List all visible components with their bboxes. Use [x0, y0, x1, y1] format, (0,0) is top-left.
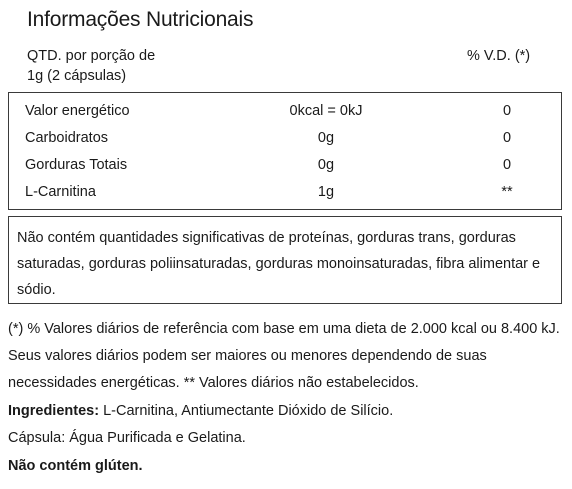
nutrient-name: Gorduras Totais	[25, 157, 128, 173]
nutrient-qty: 0kcal = 0kJ	[289, 103, 363, 119]
nutrition-table	[8, 92, 562, 210]
nutrition-note-box	[8, 216, 562, 304]
nutrient-qty: 1g	[317, 184, 335, 200]
nutrient-vd: 0	[502, 130, 512, 146]
portion-line-2: 1g (2 cápsulas)	[27, 68, 127, 84]
ingredients	[8, 403, 393, 419]
table-row	[9, 155, 561, 175]
nutrient-qty: 0g	[317, 130, 335, 146]
nutrient-name: Valor energético	[25, 103, 130, 119]
nutrient-name: L-Carnitina	[25, 184, 96, 200]
reference-text: (*) % Valores diários de referência com base em uma dieta de 2.000 kcal ou 8.400 kJ. Seus valores diários podem ser maiores ou menores dependendo de suas necessidades energéticas. ** Valores diários não estabelecidos.	[8, 321, 560, 391]
nutrition-note: Não contém quantidades significativas de proteínas, gorduras trans, gorduras saturadas, gorduras poliinsaturadas, gorduras monoinsaturadas, fibra alimentar e sódio.	[17, 230, 541, 298]
nutrient-qty: 0g	[317, 157, 335, 173]
ingredients-label: Ingredientes:	[8, 403, 100, 419]
nutrient-vd: 0	[502, 103, 512, 119]
table-row	[9, 182, 561, 202]
vd-header: % V.D. (*)	[467, 48, 531, 64]
capsule-info: Cápsula: Água Purificada e Gelatina.	[8, 430, 246, 446]
table-row	[9, 101, 561, 121]
gluten-warning: Não contém glúten.	[8, 458, 143, 474]
portion-line-1: QTD. por porção de	[27, 48, 156, 64]
ingredients-text: L-Carnitina, Antiumectante Dióxido de Silício.	[99, 403, 394, 419]
portion-size	[27, 46, 227, 86]
nutrient-vd: 0	[502, 157, 512, 173]
table-row	[9, 128, 561, 148]
page-title: Informações Nutricionais	[27, 8, 254, 31]
nutrient-vd: **	[501, 184, 513, 200]
nutrient-name: Carboidratos	[25, 130, 109, 146]
